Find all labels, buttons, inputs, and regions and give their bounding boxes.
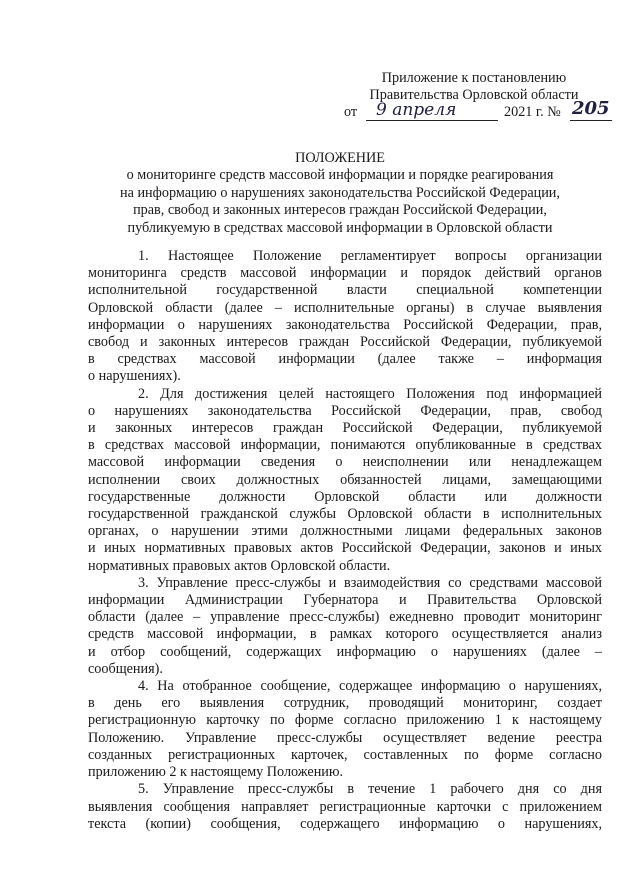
title-line: публикуемую в средствах массовой информации в Орловской области	[127, 219, 553, 236]
text-line: в средствах массовой информации, понимаются опубликованные в средствах	[88, 437, 602, 454]
title-heading: ПОЛОЖЕНИЕ	[295, 150, 385, 166]
text-line: нормативных правовых актов Орловской области.	[88, 557, 391, 574]
text-line: области (далее – управление пресс-службы) ежедневно проводит мониторинг	[88, 609, 602, 626]
title-line: о мониторинге средств массовой информации и порядке реагирования	[126, 167, 554, 184]
text-line: государственные должности Орловской области или должности	[88, 488, 602, 505]
handwritten-date: 9 апреля	[376, 100, 457, 120]
text-line: в день его выявления сотрудник, проводящий мониторинг, создает	[88, 695, 602, 712]
text-line: регистрационную карточку по форме согласно приложению 1 к настоящему	[88, 712, 602, 729]
text-line: средств массовой информации, в рамках которого осуществляется анализ	[88, 626, 602, 643]
text-line: информации Администрации Губернатора и Правительства Орловской	[88, 592, 602, 609]
attachment-header	[336, 70, 612, 104]
text-line: исполнительной государственной власти специальной компетенции	[88, 282, 602, 299]
text-line: свобод и законных интересов граждан Российской Федерации, публикуемой	[88, 334, 602, 351]
paragraph-5	[88, 781, 602, 833]
text-line: 1. Настоящее Положение регламентирует вопросы организации	[138, 248, 602, 264]
text-line: 5. Управление пресс-службы в течение 1 рабочего дня со дня	[138, 781, 602, 798]
text-line: 3. Управление пресс-службы и взаимодействия со средствами массовой	[138, 574, 602, 591]
title-line: на информацию о нарушениях законодательства Российской Федерации,	[120, 184, 560, 201]
text-line: в средствах массовой информации (далее также – информация	[88, 351, 602, 368]
text-line: приложению 2 к настоящему Положению.	[88, 764, 344, 781]
text-line: о нарушениях).	[88, 368, 181, 385]
year-number-label: 2021 г. №	[504, 104, 561, 120]
text-line: и иных нормативных правовых актов Российской Федерации, законов и иных	[88, 540, 602, 557]
text-line: выявления сообщения направляет регистрационные карточки с приложением	[88, 798, 602, 815]
text-line: 2. Для достижения целей настоящего Положения под информацией	[138, 385, 602, 402]
text-line: сообщения).	[88, 660, 163, 677]
attachment-line-1: Приложение к постановлению	[381, 70, 567, 86]
title-line: прав, свобод и законных интересов граждан Российской Федерации,	[133, 202, 547, 219]
paragraph-4	[88, 678, 602, 781]
document-body	[88, 248, 602, 833]
text-line: Положению. Управление пресс-службы осуществляет ведение реестра	[88, 729, 602, 746]
text-line: исполнении своих должностных обязанностей лицами, замещающими	[88, 471, 602, 488]
handwritten-number: 205	[572, 98, 610, 119]
text-line: массовой информации сведения о неисполнении или ненадлежащем	[88, 454, 602, 471]
date-prefix: от	[344, 104, 358, 120]
text-line: 4. На отобранное сообщение, содержащее информацию о нарушениях,	[138, 678, 602, 695]
text-line: и отбор сообщений, содержащих информацию о нарушениях (далее –	[88, 643, 602, 660]
text-line: созданных регистрационных карточек, составленных по форме согласно	[88, 746, 602, 763]
document-title	[60, 150, 620, 237]
text-line: о нарушениях законодательства Российской Федерации, прав, свобод	[88, 402, 602, 419]
text-line: информации о нарушениях законодательства Российской Федерации, прав,	[88, 316, 602, 333]
text-line: государственной гражданской службы Орловской области в исполнительных	[88, 506, 602, 523]
paragraph-2	[88, 386, 602, 575]
text-line: текста (копии) сообщения, содержащего информацию о нарушениях,	[88, 815, 602, 832]
text-line: Орловской области (далее – исполнительные органы) в случае выявления	[88, 299, 602, 316]
attachment-line-2: Правительства Орловской области	[369, 87, 579, 103]
paragraph-3	[88, 575, 602, 678]
paragraph-1	[88, 248, 602, 386]
number-underline	[570, 119, 612, 121]
text-line: органах, о нарушении этими должностными лицами федеральных законов	[88, 523, 602, 540]
resolution-date-line	[344, 98, 614, 124]
text-line: и законных интересов граждан Российской Федерации, публикуемой	[88, 420, 602, 437]
text-line: мониторинга средств массовой информации и порядок действий органов	[88, 265, 602, 282]
